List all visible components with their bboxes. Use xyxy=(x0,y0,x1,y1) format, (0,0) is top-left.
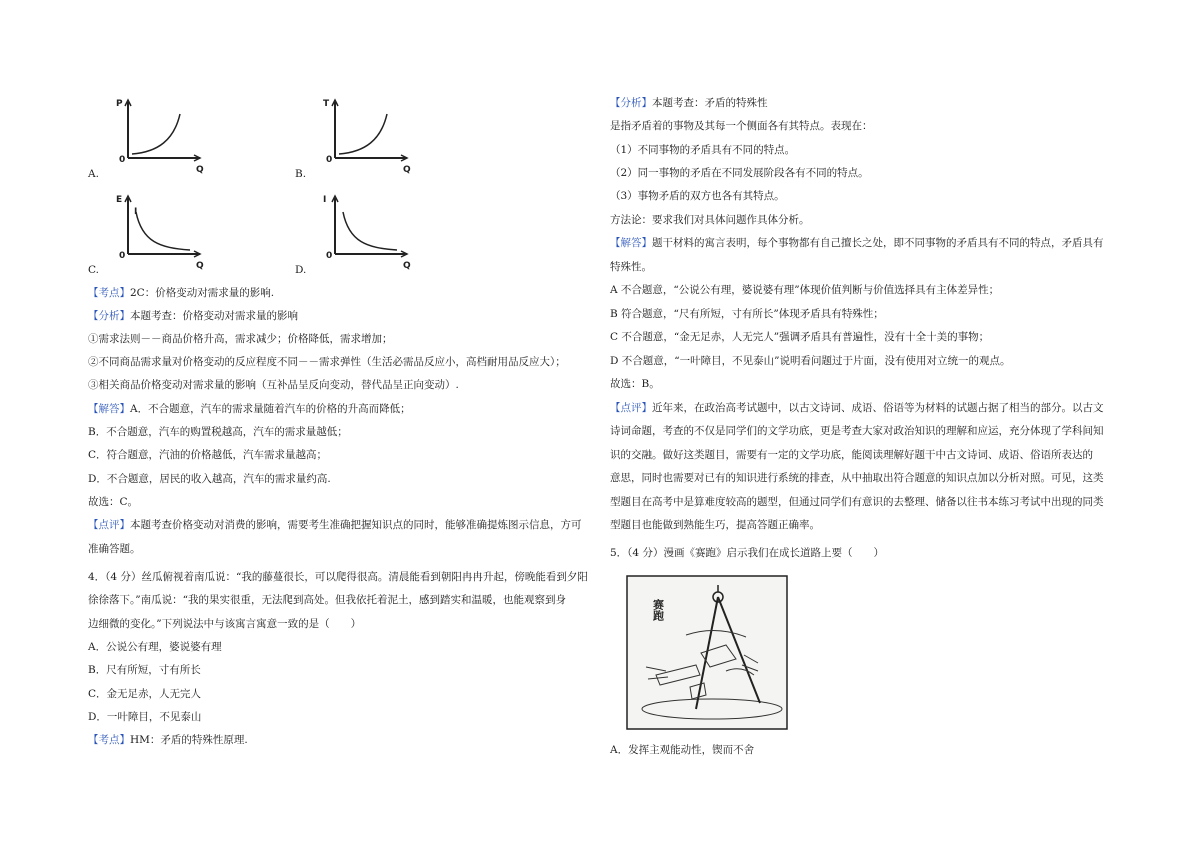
race-cartoon-image xyxy=(626,575,788,734)
line-text: C．金无足赤，人无完人 xyxy=(88,688,202,700)
line-text: A．发挥主观能动性，锲而不舍 xyxy=(610,744,755,756)
left-line xyxy=(88,617,361,631)
line-text: D．不合题意，居民的收入越高，汽车的需求量约高. xyxy=(88,473,331,485)
section-tag: 【解答】 xyxy=(610,237,652,249)
line-text: A 不合题意，“公说公有理，婆说婆有理”体现价值判断与价值选择具有主体差异性； xyxy=(610,284,1000,296)
left-line xyxy=(88,733,248,747)
section-tag: 【分析】 xyxy=(88,310,130,322)
line-text: （3）事物矛盾的双方也各有其特点。 xyxy=(610,190,785,202)
option-label: D. xyxy=(295,264,307,276)
left-line xyxy=(88,495,138,509)
origin-label: 0 xyxy=(326,251,333,261)
line-text: B 符合题意，“尺有所短，寸有所长”体现矛盾具有特殊性； xyxy=(610,308,884,320)
line-text: HM：矛盾的特殊性原理. xyxy=(130,734,248,746)
line-text: 边细微的变化。”下列说法中与该寓言寓意一致的是（ ） xyxy=(88,618,362,630)
line-text: 本题考查价格变动对消费的影响，需要考生准确把握知识点的同时，能够准确提炼图示信息，方可 xyxy=(130,519,582,531)
right-line xyxy=(610,354,1011,368)
left-line xyxy=(88,286,274,300)
line-text: 型题目也能做到熟能生巧，提高答题正确率。 xyxy=(610,519,820,531)
graph-option-d xyxy=(295,192,437,274)
right-line xyxy=(610,236,1104,250)
line-text: 本题考查：矛盾的特殊性 xyxy=(652,97,768,109)
option-label: C. xyxy=(88,264,99,276)
left-line xyxy=(88,425,348,439)
line-text: 是指矛盾着的事物及其每一个侧面各有其特点。表现在： xyxy=(610,120,873,132)
line-text: 意思，同时也需要对已有的知识进行系统的排查，从中抽取出符合题意的知识点加以分析对照。可见，这类 xyxy=(610,472,1104,484)
left-line xyxy=(88,542,141,556)
right-line xyxy=(610,518,820,532)
right-line xyxy=(610,401,1104,415)
right-line xyxy=(610,471,1104,485)
line-text: 5．（4 分）漫画《赛跑》启示我们在成长道路上要（ ） xyxy=(610,547,884,559)
line-text: D 不合题意，“一叶障目，不见泰山”说明看问题过于片面，没有使用对立统一的观点。 xyxy=(610,355,1011,367)
line-text: 4．（4 分）丝瓜俯视着南瓜说：“我的藤蔓很长，可以爬得很高。清晨能看到朝阳冉冉升起，傍晚能看到夕阳 xyxy=(88,571,588,583)
line-text: D．一叶障目，不见泰山 xyxy=(88,711,202,723)
right-line xyxy=(610,495,1104,509)
x-axis-label: Q xyxy=(196,165,204,175)
line-text: 诗词命题，考查的不仅是同学们的文学功底，更是考查大家对政治知识的理解和应运，充分体现了学科间知 xyxy=(610,425,1104,437)
left-line xyxy=(88,378,459,392)
left-line xyxy=(88,640,222,654)
x-axis-label: Q xyxy=(196,261,204,271)
line-text: 故选：B。 xyxy=(610,378,660,390)
x-axis-label: Q xyxy=(403,261,411,271)
line-text: 方法论：要求我们对具体问题作具体分析。 xyxy=(610,214,810,226)
left-line xyxy=(88,687,201,701)
line-text: 型题目在高考中是算难度较高的题型，但通过同学们有意识的去整理、储备以往书本练习考试中出现的同类 xyxy=(610,496,1104,508)
origin-label: 0 xyxy=(326,155,333,165)
right-line xyxy=(610,546,884,560)
line-text: C．符合题意，汽油的价格越低，汽车需求量越高； xyxy=(88,449,328,461)
section-tag: 【分析】 xyxy=(610,97,652,109)
right-line xyxy=(610,96,768,110)
graph-option-c xyxy=(88,192,230,274)
left-line xyxy=(88,332,393,346)
line-text: 题干材料的寓言表明，每个事物都有自己擅长之处，即不同事物的矛盾具有不同的特点，矛盾具有 xyxy=(652,237,1104,249)
section-tag: 【考点】 xyxy=(88,287,130,299)
graph-option-b xyxy=(295,96,437,178)
y-axis-label: T xyxy=(323,99,330,109)
right-line xyxy=(610,448,1093,462)
line-text: 故选：C。 xyxy=(88,496,139,508)
section-tag: 【点评】 xyxy=(88,519,130,531)
y-axis-label: I xyxy=(323,195,327,205)
line-text: ③相关商品价格变动对需求量的影响（互补品呈反向变动，替代品呈正向变动）. xyxy=(88,379,459,391)
line-text: A．公说公有理，婆说婆有理 xyxy=(88,641,222,653)
line-text: 识的交融。做好这类题目，需要有一定的文学功底，能阅读理解好题干中古文诗词、成语、俗语所表达的 xyxy=(610,449,1093,461)
right-line xyxy=(610,377,660,391)
right-line xyxy=(610,119,873,133)
section-tag: 【解答】 xyxy=(88,403,130,415)
right-line xyxy=(610,330,989,344)
left-line xyxy=(88,309,298,323)
y-axis-label: P xyxy=(116,99,123,109)
x-axis-label: Q xyxy=(403,165,411,175)
line-text: A．不合题意，汽车的需求量随着汽车的价格的升高而降低； xyxy=(130,403,411,415)
right-line xyxy=(610,424,1104,438)
right-line xyxy=(610,743,754,757)
line-text: （1）不同事物的矛盾具有不同的特点。 xyxy=(610,144,796,156)
line-text: （2）同一事物的矛盾在不同发展阶段各有不同的特点。 xyxy=(610,167,869,179)
line-text: B．不合题意，汽车的购置税越高，汽车的需求量越低； xyxy=(88,426,348,438)
line-text: ①需求法则－－商品价格升高，需求减少；价格降低，需求增加； xyxy=(88,333,393,345)
right-line xyxy=(610,283,999,297)
right-line xyxy=(610,166,869,180)
origin-label: 0 xyxy=(119,155,126,165)
left-line xyxy=(88,402,411,416)
left-line xyxy=(88,570,588,584)
left-line xyxy=(88,448,327,462)
left-line xyxy=(88,355,566,369)
line-text: B．尺有所短，寸有所长 xyxy=(88,664,201,676)
line-text: 近年来，在政治高考试题中，以古文诗词、成语、俗语等为材料的试题占据了相当的部分。以古文 xyxy=(652,402,1104,414)
section-tag: 【点评】 xyxy=(610,402,652,414)
left-line xyxy=(88,518,582,532)
section-tag: 【考点】 xyxy=(88,734,130,746)
curve-label: I xyxy=(134,207,138,217)
cartoon-title: 赛跑 xyxy=(651,599,665,621)
option-label: A. xyxy=(88,168,99,180)
line-text: 准确答题。 xyxy=(88,543,141,555)
line-text: 特殊性。 xyxy=(610,261,652,273)
line-text: 徐徐落下。”南瓜说：“我的果实很重，无法爬到高处。但我依托着泥土，感到踏实和温暖，也能观察到身 xyxy=(88,594,566,606)
right-line xyxy=(610,143,795,157)
left-line xyxy=(88,472,331,486)
y-axis-label: E xyxy=(116,195,123,205)
left-line xyxy=(88,593,566,607)
right-line xyxy=(610,260,652,274)
origin-label: 0 xyxy=(119,251,126,261)
line-text: 2C：价格变动对需求量的影响. xyxy=(130,287,275,299)
left-line xyxy=(88,663,201,677)
line-text: ②不同商品需求量对价格变动的反应程度不同－－需求弹性（生活必需品反应小，高档耐用品反应大）； xyxy=(88,356,566,368)
option-label: B. xyxy=(295,168,307,180)
line-text: 本题考查：价格变动对需求量的影响 xyxy=(130,310,298,322)
line-text: C 不合题意，“金无足赤，人无完人”强调矛盾具有普遍性，没有十全十美的事物； xyxy=(610,331,990,343)
left-line xyxy=(88,710,201,724)
right-line xyxy=(610,307,884,321)
right-line xyxy=(610,213,810,227)
graph-option-a xyxy=(88,96,230,178)
right-line xyxy=(610,189,785,203)
